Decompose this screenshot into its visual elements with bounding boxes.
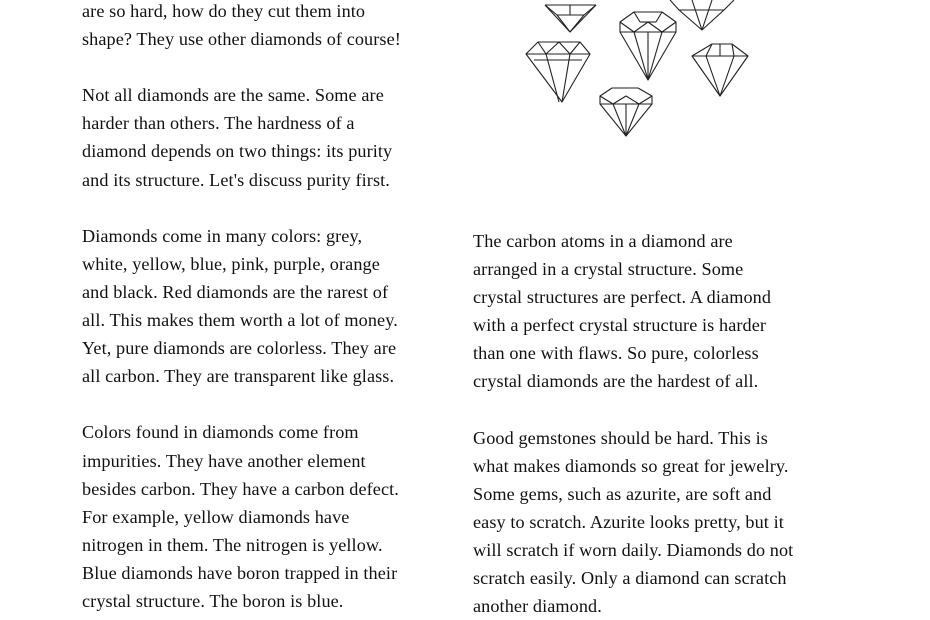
text-line: all carbon. They are transparent like glass. bbox=[82, 366, 395, 387]
text-line: what makes diamonds so great for jewelry. bbox=[473, 455, 789, 476]
text-line: easy to scratch. Azurite looks pretty, but it bbox=[473, 511, 784, 532]
paragraph-crystal-structure bbox=[473, 227, 863, 396]
text-line: diamond depends on two things: its purity bbox=[82, 141, 393, 162]
text-line: Yet, pure diamonds are colorless. They are bbox=[82, 338, 397, 359]
paragraph-hardness bbox=[82, 81, 462, 193]
text-line: scratch easily. Only a diamond can scratch bbox=[473, 568, 787, 589]
text-line: impurities. They have another element bbox=[82, 450, 366, 471]
diamond-icon bbox=[620, 12, 676, 80]
text-line: Colors found in diamonds come from bbox=[82, 422, 359, 443]
text-line: Good gemstones should be hard. This is bbox=[473, 427, 768, 448]
diamond-icon bbox=[670, 0, 734, 30]
text-line: shape? They use other diamonds of course! bbox=[82, 29, 401, 50]
paragraph-cutting bbox=[82, 0, 462, 53]
diamond-icon bbox=[600, 88, 652, 136]
text-line: with a perfect crystal structure is harder bbox=[473, 315, 767, 336]
left-text-column bbox=[82, 0, 462, 615]
paragraph-impurities bbox=[82, 418, 462, 615]
text-line: another diamond. bbox=[473, 596, 602, 617]
diamond-icon bbox=[526, 42, 590, 102]
text-line: crystal diamonds are the hardest of all. bbox=[473, 371, 759, 392]
text-line: and black. Red diamonds are the rarest of bbox=[82, 281, 389, 302]
text-line: and its structure. Let's discuss purity first. bbox=[82, 169, 390, 190]
text-line: arranged in a crystal structure. Some bbox=[473, 259, 744, 280]
diamond-icon bbox=[545, 5, 596, 32]
paragraph-colors bbox=[82, 222, 462, 391]
diamond-icon bbox=[692, 44, 748, 96]
text-line: crystal structure. The boron is blue. bbox=[82, 590, 344, 611]
text-line: nitrogen in them. The nitrogen is yellow. bbox=[82, 534, 383, 555]
text-line: Some gems, such as azurite, are soft and bbox=[473, 483, 772, 504]
text-line: The carbon atoms in a diamond are bbox=[473, 231, 733, 251]
paragraph-gemstones bbox=[473, 424, 863, 620]
text-line: than one with flaws. So pure, colorless bbox=[473, 343, 759, 364]
text-line: besides carbon. They have a carbon defect. bbox=[82, 478, 399, 499]
text-line: Blue diamonds have boron trapped in their bbox=[82, 562, 398, 583]
text-line: are so hard, how do they cut them into bbox=[82, 1, 366, 21]
text-line: will scratch if worn daily. Diamonds do not bbox=[473, 540, 794, 561]
text-line: Not all diamonds are the same. Some are bbox=[82, 85, 384, 106]
right-text-column bbox=[473, 227, 863, 620]
text-line: harder than others. The hardness of a bbox=[82, 113, 355, 134]
text-line: white, yellow, blue, pink, purple, orange bbox=[82, 253, 380, 274]
text-line: For example, yellow diamonds have bbox=[82, 506, 350, 527]
text-line: Diamonds come in many colors: grey, bbox=[82, 225, 363, 246]
text-line: all. This makes them worth a lot of money. bbox=[82, 310, 398, 331]
diamond-cluster-icon bbox=[512, 0, 782, 140]
text-line: crystal structures are perfect. A diamond bbox=[473, 287, 772, 308]
